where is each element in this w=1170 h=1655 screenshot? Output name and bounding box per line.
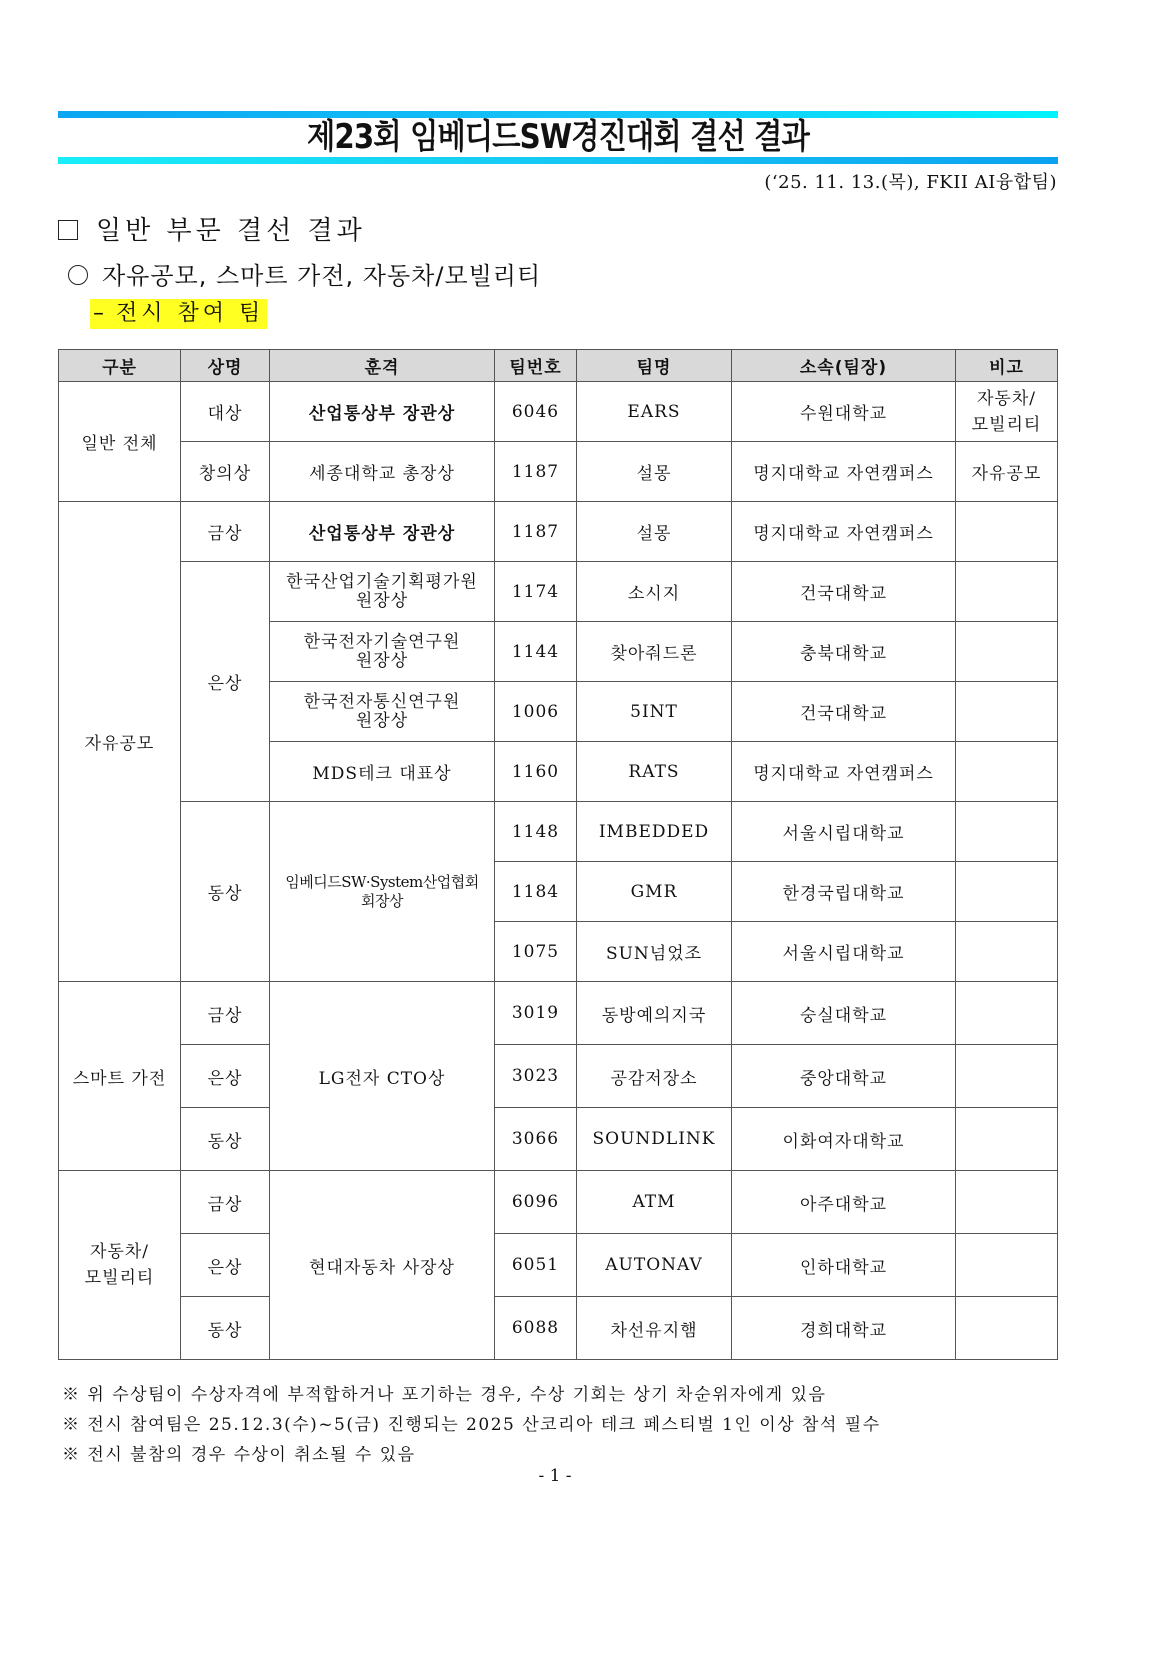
- note-cell: [956, 1234, 1058, 1297]
- team-name-cell: RATS: [577, 742, 732, 802]
- table-row: [59, 502, 1058, 562]
- team-name-cell: 설몽: [577, 502, 732, 562]
- footnote-line: ※ 전시 불참의 경우 수상이 취소될 수 있음: [62, 1445, 416, 1465]
- affiliation-cell: 서울시립대학교: [732, 922, 956, 982]
- dash-bullet-icon: –: [93, 301, 104, 326]
- team-no-cell: 6051: [495, 1234, 577, 1297]
- honor-cell: 한국전자통신연구원 원장상: [270, 682, 495, 742]
- affiliation-cell: 이화여자대학교: [732, 1108, 956, 1171]
- team-name-cell: GMR: [577, 862, 732, 922]
- note-cell: [956, 742, 1058, 802]
- team-no-cell: 6096: [495, 1171, 577, 1234]
- highlighted-label: – 전시 참여 팀: [90, 299, 267, 329]
- team-no-cell: 1148: [495, 802, 577, 862]
- honor-cell: 한국산업기술기획평가원 원장상: [270, 562, 495, 622]
- team-name-cell: IMBEDDED: [577, 802, 732, 862]
- results-table: [58, 349, 1058, 1360]
- team-no-cell: 1006: [495, 682, 577, 742]
- award-cell: 금상: [181, 502, 270, 562]
- col-header-honor: 훈격: [270, 350, 495, 382]
- affiliation-cell: 명지대학교 자연캠퍼스: [732, 502, 956, 562]
- award-cell: 동상: [181, 802, 270, 982]
- category-cell: 자동차/ 모빌리티: [59, 1171, 181, 1360]
- section-subheading: 자유공모, 스마트 가전, 자동차/모빌리티: [68, 256, 541, 291]
- honor-cell: MDS테크 대표상: [270, 742, 495, 802]
- title-bottom-bar: [58, 157, 1058, 164]
- note-cell: [956, 1171, 1058, 1234]
- note-cell: [956, 622, 1058, 682]
- note-cell: [956, 802, 1058, 862]
- award-cell: 대상: [181, 382, 270, 442]
- table-row: [59, 382, 1058, 442]
- team-no-cell: 3019: [495, 982, 577, 1045]
- award-cell: 금상: [181, 982, 270, 1045]
- affiliation-cell: 인하대학교: [732, 1234, 956, 1297]
- team-name-cell: EARS: [577, 382, 732, 442]
- note-cell: [956, 502, 1058, 562]
- affiliation-cell: 명지대학교 자연캠퍼스: [732, 442, 956, 502]
- award-cell: 창의상: [181, 442, 270, 502]
- table-row: [59, 1045, 1058, 1108]
- category-cell: 자유공모: [59, 502, 181, 982]
- team-no-cell: 6046: [495, 382, 577, 442]
- note-cell: [956, 562, 1058, 622]
- note-cell: [956, 922, 1058, 982]
- col-header-category: 구분: [59, 350, 181, 382]
- table-header-row: [59, 350, 1058, 382]
- honor-cell: 한국전자기술연구원 원장상: [270, 622, 495, 682]
- note-cell: [956, 682, 1058, 742]
- team-name-cell: 설몽: [577, 442, 732, 502]
- footnote-line: ※ 위 수상팀이 수상자격에 부적합하거나 포기하는 경우, 수상 기회는 상기 차순위자에게 있음: [62, 1385, 827, 1405]
- footnote-line: ※ 전시 참여팀은 25.12.3(수)~5(금) 진행되는 2025 산코리아 테크 페스티벌 1인 이상 참석 필수: [62, 1415, 881, 1435]
- honor-cell: 산업통상부 장관상: [270, 502, 495, 562]
- award-cell: 은상: [181, 1234, 270, 1297]
- note-cell: [956, 1108, 1058, 1171]
- award-cell: 은상: [181, 1045, 270, 1108]
- team-name-cell: 차선유지햄: [577, 1297, 732, 1360]
- team-no-cell: 1187: [495, 502, 577, 562]
- team-name-cell: 동방예의지국: [577, 982, 732, 1045]
- team-name-cell: SUN넘었조: [577, 922, 732, 982]
- team-no-cell: 3023: [495, 1045, 577, 1108]
- page-number: - 1 -: [538, 1466, 572, 1486]
- table-row: [59, 442, 1058, 502]
- col-header-note: 비고: [956, 350, 1058, 382]
- award-cell: 동상: [181, 1108, 270, 1171]
- col-header-award: 상명: [181, 350, 270, 382]
- col-header-affiliation: 소속(팀장): [732, 350, 956, 382]
- table-row: [59, 802, 1058, 862]
- category-cell: 스마트 가전: [59, 982, 181, 1171]
- col-header-team-name: 팀명: [577, 350, 732, 382]
- award-cell: 동상: [181, 1297, 270, 1360]
- award-cell: 은상: [181, 562, 270, 802]
- team-no-cell: 1144: [495, 622, 577, 682]
- award-cell: 금상: [181, 1171, 270, 1234]
- team-no-cell: 3066: [495, 1108, 577, 1171]
- affiliation-cell: 경희대학교: [732, 1297, 956, 1360]
- table-row: [59, 562, 1058, 622]
- table-row: [59, 982, 1058, 1045]
- table-row: [59, 1171, 1058, 1234]
- honor-cell: LG전자 CTO상: [270, 982, 495, 1171]
- team-name-cell: 5INT: [577, 682, 732, 742]
- team-name-cell: ATM: [577, 1171, 732, 1234]
- affiliation-cell: 건국대학교: [732, 682, 956, 742]
- team-no-cell: 1184: [495, 862, 577, 922]
- affiliation-cell: 서울시립대학교: [732, 802, 956, 862]
- team-no-cell: 1160: [495, 742, 577, 802]
- circle-bullet-icon: [68, 265, 88, 285]
- affiliation-cell: 아주대학교: [732, 1171, 956, 1234]
- affiliation-cell: 중앙대학교: [732, 1045, 956, 1108]
- affiliation-cell: 수원대학교: [732, 382, 956, 442]
- team-no-cell: 1075: [495, 922, 577, 982]
- page-title: 제23회 임베디드SW경진대회 결선 결과: [307, 117, 809, 157]
- team-name-cell: 소시지: [577, 562, 732, 622]
- note-cell: [956, 1297, 1058, 1360]
- team-name-cell: SOUNDLINK: [577, 1108, 732, 1171]
- affiliation-cell: 한경국립대학교: [732, 862, 956, 922]
- team-no-cell: 1187: [495, 442, 577, 502]
- honor-cell: 임베디드SW·System산업협회 회장상: [270, 802, 495, 982]
- team-no-cell: 1174: [495, 562, 577, 622]
- note-cell: [956, 982, 1058, 1045]
- honor-cell: 현대자동차 사장상: [270, 1171, 495, 1360]
- table-row: [59, 1234, 1058, 1297]
- category-cell: 일반 전체: [59, 382, 181, 502]
- square-bullet-icon: [58, 220, 78, 240]
- affiliation-cell: 건국대학교: [732, 562, 956, 622]
- team-name-cell: AUTONAV: [577, 1234, 732, 1297]
- team-name-cell: 찾아줘드론: [577, 622, 732, 682]
- note-cell: [956, 862, 1058, 922]
- team-name-cell: 공감저장소: [577, 1045, 732, 1108]
- team-no-cell: 6088: [495, 1297, 577, 1360]
- honor-cell: 산업통상부 장관상: [270, 382, 495, 442]
- note-cell: 자유공모: [956, 442, 1058, 502]
- affiliation-cell: 충북대학교: [732, 622, 956, 682]
- table-row: [59, 1108, 1058, 1171]
- note-cell: [956, 1045, 1058, 1108]
- footnotes: [62, 1380, 881, 1470]
- note-cell: 자동차/ 모빌리티: [956, 382, 1058, 442]
- affiliation-cell: 숭실대학교: [732, 982, 956, 1045]
- section-heading: 일반 부문 결선 결과: [58, 210, 366, 247]
- col-header-team-no: 팀번호: [495, 350, 577, 382]
- date-department: (‘25. 11. 13.(목), FKII AI융합팀): [764, 172, 1057, 193]
- affiliation-cell: 명지대학교 자연캠퍼스: [732, 742, 956, 802]
- table-row: [59, 1297, 1058, 1360]
- honor-cell: 세종대학교 총장상: [270, 442, 495, 502]
